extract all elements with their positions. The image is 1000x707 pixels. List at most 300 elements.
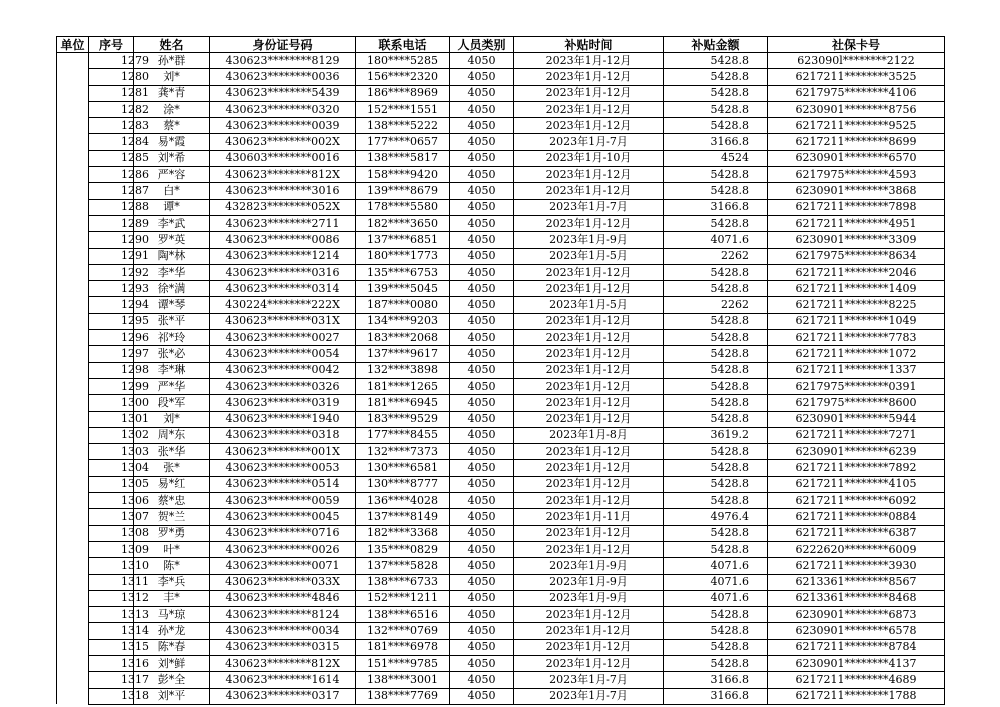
cell-seq: 1280: [89, 69, 134, 85]
cell-name: 罗*英: [134, 232, 210, 248]
cell-amount: 5428.8: [664, 264, 768, 280]
cell-phone: 151****9785: [356, 655, 450, 671]
cell-card: 6217975********8600: [768, 395, 945, 411]
cell-period: 2023年1月-12月: [514, 525, 664, 541]
table-row: [57, 411, 945, 427]
cell-category: 4050: [450, 264, 514, 280]
cell-id-number: 430623********0326: [210, 378, 356, 394]
cell-amount: 5428.8: [664, 101, 768, 117]
cell-phone: 138****5222: [356, 118, 450, 134]
cell-amount: 5428.8: [664, 330, 768, 346]
cell-id-number: 430623********0045: [210, 509, 356, 525]
header-row: [57, 37, 945, 53]
cell-period: 2023年1月-12月: [514, 395, 664, 411]
cell-amount: 5428.8: [664, 281, 768, 297]
cell-id-number: 430603********0016: [210, 150, 356, 166]
cell-card: 6217211********6092: [768, 493, 945, 509]
cell-amount: 5428.8: [664, 444, 768, 460]
cell-seq: 1308: [89, 525, 134, 541]
cell-seq: 1286: [89, 167, 134, 183]
cell-id-number: 430623********002X: [210, 134, 356, 150]
cell-id-number: 430623********033X: [210, 574, 356, 590]
cell-card: 6217211********1788: [768, 688, 945, 704]
cell-name: 蔡*: [134, 118, 210, 134]
cell-seq: 1305: [89, 476, 134, 492]
cell-period: 2023年1月-7月: [514, 688, 664, 704]
cell-seq: 1288: [89, 199, 134, 215]
cell-seq: 1290: [89, 232, 134, 248]
cell-id-number: 430623********5439: [210, 85, 356, 101]
cell-period: 2023年1月-12月: [514, 460, 664, 476]
cell-amount: 2262: [664, 248, 768, 264]
cell-amount: 5428.8: [664, 313, 768, 329]
cell-card: 6217211********8699: [768, 134, 945, 150]
cell-amount: 5428.8: [664, 525, 768, 541]
cell-id-number: 430623********0315: [210, 639, 356, 655]
cell-period: 2023年1月-12月: [514, 541, 664, 557]
cell-category: 4050: [450, 346, 514, 362]
cell-category: 4050: [450, 476, 514, 492]
cell-name: 叶*: [134, 541, 210, 557]
cell-amount: 5428.8: [664, 85, 768, 101]
cell-id-number: 430623********0317: [210, 688, 356, 704]
cell-seq: 1284: [89, 134, 134, 150]
cell-name: 徐*满: [134, 281, 210, 297]
cell-period: 2023年1月-7月: [514, 134, 664, 150]
cell-name: 孙*龙: [134, 623, 210, 639]
cell-seq: 1313: [89, 607, 134, 623]
table-row: [57, 541, 945, 557]
cell-amount: 5428.8: [664, 476, 768, 492]
cell-card: 6217211********7783: [768, 330, 945, 346]
cell-id-number: 430623********0036: [210, 69, 356, 85]
cell-seq: 1318: [89, 688, 134, 704]
cell-id-number: 430623********0314: [210, 281, 356, 297]
cell-id-number: 430623********0514: [210, 476, 356, 492]
cell-category: 4050: [450, 639, 514, 655]
cell-seq: 1301: [89, 411, 134, 427]
table-row: [57, 672, 945, 688]
header-card: 社保卡号: [768, 37, 945, 53]
cell-period: 2023年1月-12月: [514, 330, 664, 346]
cell-card: 6230901********3868: [768, 183, 945, 199]
cell-phone: 183****9529: [356, 411, 450, 427]
cell-card: 6217211********7892: [768, 460, 945, 476]
table-row: [57, 655, 945, 671]
cell-id-number: 430623********4846: [210, 590, 356, 606]
cell-phone: 177****0657: [356, 134, 450, 150]
cell-amount: 5428.8: [664, 411, 768, 427]
cell-name: 刘*鲜: [134, 655, 210, 671]
cell-amount: 5428.8: [664, 69, 768, 85]
cell-seq: 1298: [89, 362, 134, 378]
cell-name: 龚*青: [134, 85, 210, 101]
cell-category: 4050: [450, 590, 514, 606]
table-row: [57, 444, 945, 460]
cell-phone: 178****5580: [356, 199, 450, 215]
cell-id-number: 430623********0059: [210, 493, 356, 509]
cell-name: 刘*: [134, 69, 210, 85]
cell-category: 4050: [450, 134, 514, 150]
cell-seq: 1293: [89, 281, 134, 297]
cell-name: 李*华: [134, 264, 210, 280]
cell-card: 6217211********4689: [768, 672, 945, 688]
cell-period: 2023年1月-7月: [514, 199, 664, 215]
cell-seq: 1282: [89, 101, 134, 117]
cell-id-number: 430623********812X: [210, 167, 356, 183]
cell-id-number: 430623********0034: [210, 623, 356, 639]
subsidy-table: [56, 36, 945, 705]
cell-name: 段*军: [134, 395, 210, 411]
cell-phone: 183****2068: [356, 330, 450, 346]
cell-card: 6230901********8756: [768, 101, 945, 117]
cell-amount: 4071.6: [664, 558, 768, 574]
cell-seq: 1311: [89, 574, 134, 590]
cell-seq: 1283: [89, 118, 134, 134]
cell-card: 6222620********6009: [768, 541, 945, 557]
cell-seq: 1302: [89, 427, 134, 443]
cell-seq: 1285: [89, 150, 134, 166]
cell-name: 易*霞: [134, 134, 210, 150]
cell-name: 张*必: [134, 346, 210, 362]
cell-card: 6230901********5944: [768, 411, 945, 427]
cell-card: 6217211********8225: [768, 297, 945, 313]
header-phone: 联系电话: [356, 37, 450, 53]
cell-card: 6230901********6873: [768, 607, 945, 623]
cell-category: 4050: [450, 411, 514, 427]
cell-seq: 1295: [89, 313, 134, 329]
cell-card: 6230901********4137: [768, 655, 945, 671]
cell-amount: 5428.8: [664, 639, 768, 655]
cell-period: 2023年1月-12月: [514, 639, 664, 655]
cell-amount: 3166.8: [664, 134, 768, 150]
cell-amount: 4976.4: [664, 509, 768, 525]
cell-id-number: 430623********031X: [210, 313, 356, 329]
cell-period: 2023年1月-7月: [514, 672, 664, 688]
table-row: [57, 460, 945, 476]
table-row: [57, 623, 945, 639]
cell-seq: 1314: [89, 623, 134, 639]
cell-name: 陈*春: [134, 639, 210, 655]
cell-card: 623090l********2122: [768, 53, 945, 69]
cell-category: 4050: [450, 541, 514, 557]
cell-name: 刘*希: [134, 150, 210, 166]
cell-category: 4050: [450, 118, 514, 134]
cell-amount: 4524: [664, 150, 768, 166]
cell-period: 2023年1月-12月: [514, 623, 664, 639]
cell-id-number: 430623********3016: [210, 183, 356, 199]
cell-category: 4050: [450, 509, 514, 525]
cell-id-number: 430623********8129: [210, 53, 356, 69]
table-row: [57, 378, 945, 394]
table-row: [57, 232, 945, 248]
cell-name: 易*红: [134, 476, 210, 492]
cell-name: 严*华: [134, 378, 210, 394]
cell-name: 涂*: [134, 101, 210, 117]
cell-amount: 5428.8: [664, 362, 768, 378]
cell-phone: 132****0769: [356, 623, 450, 639]
cell-id-number: 430623********812X: [210, 655, 356, 671]
table-row: [57, 427, 945, 443]
cell-seq: 1299: [89, 378, 134, 394]
cell-name: 李*琳: [134, 362, 210, 378]
cell-category: 4050: [450, 395, 514, 411]
cell-card: 6230901********6239: [768, 444, 945, 460]
header-seq: 序号: [89, 37, 134, 53]
cell-card: 6213361********8468: [768, 590, 945, 606]
cell-category: 4050: [450, 69, 514, 85]
cell-phone: 186****8969: [356, 85, 450, 101]
cell-period: 2023年1月-5月: [514, 248, 664, 264]
cell-card: 6217211********1409: [768, 281, 945, 297]
cell-name: 张*: [134, 460, 210, 476]
cell-seq: 1279: [89, 53, 134, 69]
table-row: [57, 69, 945, 85]
cell-id-number: 430623********8124: [210, 607, 356, 623]
cell-name: 白*: [134, 183, 210, 199]
cell-category: 4050: [450, 362, 514, 378]
table-row: [57, 183, 945, 199]
cell-card: 6217211********1072: [768, 346, 945, 362]
cell-period: 2023年1月-8月: [514, 427, 664, 443]
cell-category: 4050: [450, 183, 514, 199]
cell-card: 6217211********7898: [768, 199, 945, 215]
cell-period: 2023年1月-9月: [514, 590, 664, 606]
cell-name: 孙*群: [134, 53, 210, 69]
cell-period: 2023年1月-12月: [514, 264, 664, 280]
cell-id-number: 430623********0054: [210, 346, 356, 362]
cell-category: 4050: [450, 623, 514, 639]
cell-card: 6217211********9525: [768, 118, 945, 134]
cell-amount: 4071.6: [664, 590, 768, 606]
cell-name: 严*容: [134, 167, 210, 183]
cell-period: 2023年1月-12月: [514, 167, 664, 183]
cell-name: 周*东: [134, 427, 210, 443]
table-row: [57, 281, 945, 297]
cell-category: 4050: [450, 607, 514, 623]
cell-name: 张*平: [134, 313, 210, 329]
cell-seq: 1292: [89, 264, 134, 280]
cell-period: 2023年1月-12月: [514, 85, 664, 101]
cell-card: 6217211********0884: [768, 509, 945, 525]
cell-card: 6213361********8567: [768, 574, 945, 590]
table-row: [57, 134, 945, 150]
cell-name: 蔡*忠: [134, 493, 210, 509]
cell-category: 4050: [450, 525, 514, 541]
table-row: [57, 264, 945, 280]
table-row: [57, 297, 945, 313]
cell-category: 4050: [450, 53, 514, 69]
cell-card: 6217975********4593: [768, 167, 945, 183]
table-row: [57, 248, 945, 264]
header-category: 人员类别: [450, 37, 514, 53]
header-name: 姓名: [134, 37, 210, 53]
cell-category: 4050: [450, 85, 514, 101]
cell-seq: 1315: [89, 639, 134, 655]
table-row: [57, 493, 945, 509]
cell-name: 陈*: [134, 558, 210, 574]
cell-id-number: 430623********1614: [210, 672, 356, 688]
cell-amount: 5428.8: [664, 183, 768, 199]
cell-amount: 5428.8: [664, 53, 768, 69]
cell-card: 6217975********8634: [768, 248, 945, 264]
cell-phone: 134****9203: [356, 313, 450, 329]
cell-seq: 1296: [89, 330, 134, 346]
cell-seq: 1289: [89, 215, 134, 231]
cell-id-number: 432823********052X: [210, 199, 356, 215]
cell-name: 罗*勇: [134, 525, 210, 541]
cell-seq: 1303: [89, 444, 134, 460]
cell-card: 6217211********1049: [768, 313, 945, 329]
table-row: [57, 639, 945, 655]
cell-id-number: 430623********0042: [210, 362, 356, 378]
cell-name: 贺*兰: [134, 509, 210, 525]
cell-phone: 182****3650: [356, 215, 450, 231]
cell-category: 4050: [450, 297, 514, 313]
cell-name: 李*武: [134, 215, 210, 231]
cell-seq: 1310: [89, 558, 134, 574]
cell-phone: 181****1265: [356, 378, 450, 394]
cell-id-number: 430623********0716: [210, 525, 356, 541]
cell-id-number: 430623********0319: [210, 395, 356, 411]
cell-category: 4050: [450, 215, 514, 231]
cell-category: 4050: [450, 672, 514, 688]
cell-phone: 156****2320: [356, 69, 450, 85]
cell-period: 2023年1月-12月: [514, 378, 664, 394]
cell-period: 2023年1月-11月: [514, 509, 664, 525]
cell-category: 4050: [450, 444, 514, 460]
cell-id-number: 430623********0039: [210, 118, 356, 134]
cell-card: 6217211********3930: [768, 558, 945, 574]
cell-seq: 1306: [89, 493, 134, 509]
cell-seq: 1312: [89, 590, 134, 606]
header-unit: 单位: [57, 37, 89, 53]
table-row: [57, 85, 945, 101]
cell-name: 陶*林: [134, 248, 210, 264]
cell-phone: 182****3368: [356, 525, 450, 541]
cell-amount: 5428.8: [664, 607, 768, 623]
cell-phone: 137****5828: [356, 558, 450, 574]
cell-phone: 181****6978: [356, 639, 450, 655]
cell-seq: 1300: [89, 395, 134, 411]
cell-amount: 4071.6: [664, 232, 768, 248]
cell-period: 2023年1月-10月: [514, 150, 664, 166]
table-row: [57, 53, 945, 69]
cell-category: 4050: [450, 101, 514, 117]
table-row: [57, 313, 945, 329]
cell-period: 2023年1月-12月: [514, 444, 664, 460]
table-row: [57, 167, 945, 183]
cell-category: 4050: [450, 281, 514, 297]
cell-name: 祁*玲: [134, 330, 210, 346]
cell-phone: 137****6851: [356, 232, 450, 248]
cell-phone: 137****8149: [356, 509, 450, 525]
cell-category: 4050: [450, 688, 514, 704]
cell-period: 2023年1月-12月: [514, 411, 664, 427]
cell-phone: 132****7373: [356, 444, 450, 460]
cell-amount: 5428.8: [664, 655, 768, 671]
cell-name: 谭*: [134, 199, 210, 215]
cell-phone: 130****6581: [356, 460, 450, 476]
cell-period: 2023年1月-12月: [514, 281, 664, 297]
cell-id-number: 430623********0318: [210, 427, 356, 443]
cell-phone: 177****8455: [356, 427, 450, 443]
cell-card: 6217211********4951: [768, 215, 945, 231]
cell-period: 2023年1月-12月: [514, 607, 664, 623]
cell-period: 2023年1月-9月: [514, 558, 664, 574]
table-row: [57, 688, 945, 704]
cell-amount: 5428.8: [664, 167, 768, 183]
cell-category: 4050: [450, 150, 514, 166]
table-row: [57, 525, 945, 541]
cell-category: 4050: [450, 493, 514, 509]
cell-amount: 5428.8: [664, 378, 768, 394]
cell-card: 6217211********3525: [768, 69, 945, 85]
cell-phone: 180****5285: [356, 53, 450, 69]
cell-seq: 1297: [89, 346, 134, 362]
cell-period: 2023年1月-12月: [514, 183, 664, 199]
header-amount: 补贴金额: [664, 37, 768, 53]
cell-period: 2023年1月-9月: [514, 574, 664, 590]
cell-period: 2023年1月-12月: [514, 215, 664, 231]
cell-seq: 1304: [89, 460, 134, 476]
cell-period: 2023年1月-12月: [514, 69, 664, 85]
cell-amount: 5428.8: [664, 118, 768, 134]
cell-amount: 5428.8: [664, 623, 768, 639]
cell-period: 2023年1月-12月: [514, 53, 664, 69]
cell-phone: 130****8777: [356, 476, 450, 492]
cell-card: 6217211********1337: [768, 362, 945, 378]
cell-category: 4050: [450, 232, 514, 248]
cell-name: 李*兵: [134, 574, 210, 590]
cell-amount: 5428.8: [664, 215, 768, 231]
cell-phone: 181****6945: [356, 395, 450, 411]
cell-id-number: 430623********001X: [210, 444, 356, 460]
cell-category: 4050: [450, 460, 514, 476]
cell-amount: 4071.6: [664, 574, 768, 590]
cell-period: 2023年1月-12月: [514, 118, 664, 134]
cell-id-number: 430623********0071: [210, 558, 356, 574]
cell-phone: 132****3898: [356, 362, 450, 378]
cell-card: 6230901********3309: [768, 232, 945, 248]
table-row: [57, 395, 945, 411]
cell-category: 4050: [450, 248, 514, 264]
cell-id-number: 430623********1214: [210, 248, 356, 264]
table-body: [57, 53, 945, 705]
cell-phone: 139****8679: [356, 183, 450, 199]
cell-seq: 1281: [89, 85, 134, 101]
header-id-number: 身份证号码: [210, 37, 356, 53]
cell-category: 4050: [450, 313, 514, 329]
table-row: [57, 476, 945, 492]
cell-category: 4050: [450, 199, 514, 215]
cell-period: 2023年1月-12月: [514, 493, 664, 509]
cell-category: 4050: [450, 574, 514, 590]
cell-amount: 3166.8: [664, 688, 768, 704]
cell-seq: 1307: [89, 509, 134, 525]
cell-card: 6217211********6387: [768, 525, 945, 541]
cell-period: 2023年1月-9月: [514, 232, 664, 248]
cell-phone: 139****5045: [356, 281, 450, 297]
cell-id-number: 430623********1940: [210, 411, 356, 427]
cell-category: 4050: [450, 655, 514, 671]
table-row: [57, 346, 945, 362]
cell-id-number: 430623********0026: [210, 541, 356, 557]
cell-category: 4050: [450, 330, 514, 346]
cell-amount: 5428.8: [664, 493, 768, 509]
cell-card: 6217211********2046: [768, 264, 945, 280]
cell-id-number: 430623********0320: [210, 101, 356, 117]
